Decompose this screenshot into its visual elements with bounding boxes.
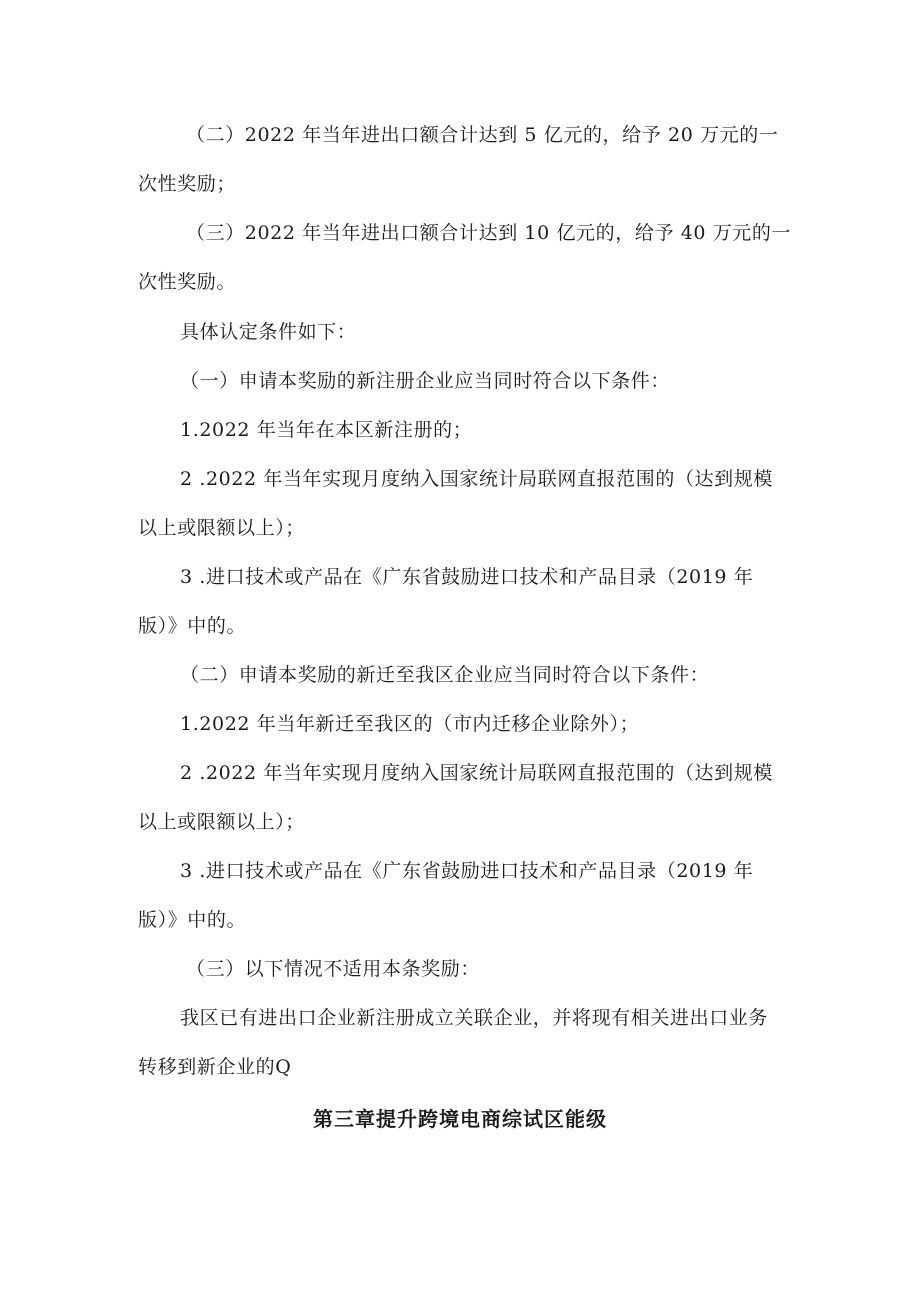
paragraph-line: 版）》中的。 — [138, 615, 247, 637]
paragraph-line: 次性奖励。 — [138, 271, 237, 293]
paragraph-line: 我区已有进出口企业新注册成立关联企业，并将现有相关进出口业务 — [180, 1007, 769, 1029]
paragraph-line: （二）2022 年当年进出口额合计达到 5 亿元的，给予 20 万元的一 — [186, 124, 779, 146]
paragraph-line: 转移到新企业的Q — [138, 1056, 292, 1078]
paragraph-line: 具体认定条件如下： — [180, 321, 357, 343]
paragraph-line: 2 .2022 年当年实现月度纳入国家统计局联网直报范围的（达到规模 — [180, 762, 773, 784]
paragraph-line: 次性奖励； — [138, 173, 237, 195]
paragraph-line: 以上或限额以上）； — [138, 517, 305, 539]
paragraph-line: 以上或限额以上）； — [138, 811, 305, 833]
paragraph-line: 1.2022 年当年在本区新注册的； — [180, 419, 473, 441]
paragraph-line: 2 .2022 年当年实现月度纳入国家统计局联网直报范围的（达到规模 — [180, 468, 773, 490]
paragraph-line: （二）申请本奖励的新迁至我区企业应当同时符合以下条件： — [180, 664, 710, 686]
paragraph-line: 3 .进口技术或产品在《广东省鼓励进口技术和产品目录（2019 年 — [180, 566, 754, 588]
paragraph-line: （一）申请本奖励的新注册企业应当同时符合以下条件： — [180, 370, 671, 392]
paragraph-line: 3 .进口技术或产品在《广东省鼓励进口技术和产品目录（2019 年 — [180, 860, 754, 882]
paragraph-line: 1.2022 年当年新迁至我区的（市内迁移企业除外）； — [180, 713, 640, 735]
chapter-heading: 第三章提升跨境电商综试区能级 — [313, 1107, 607, 1131]
paragraph-line: 版）》中的。 — [138, 909, 247, 931]
paragraph-line: （三）以下情况不适用本条奖励： — [186, 958, 481, 980]
paragraph-line: （三）2022 年当年进出口额合计达到 10 亿元的，给予 40 万元的一 — [186, 222, 792, 244]
